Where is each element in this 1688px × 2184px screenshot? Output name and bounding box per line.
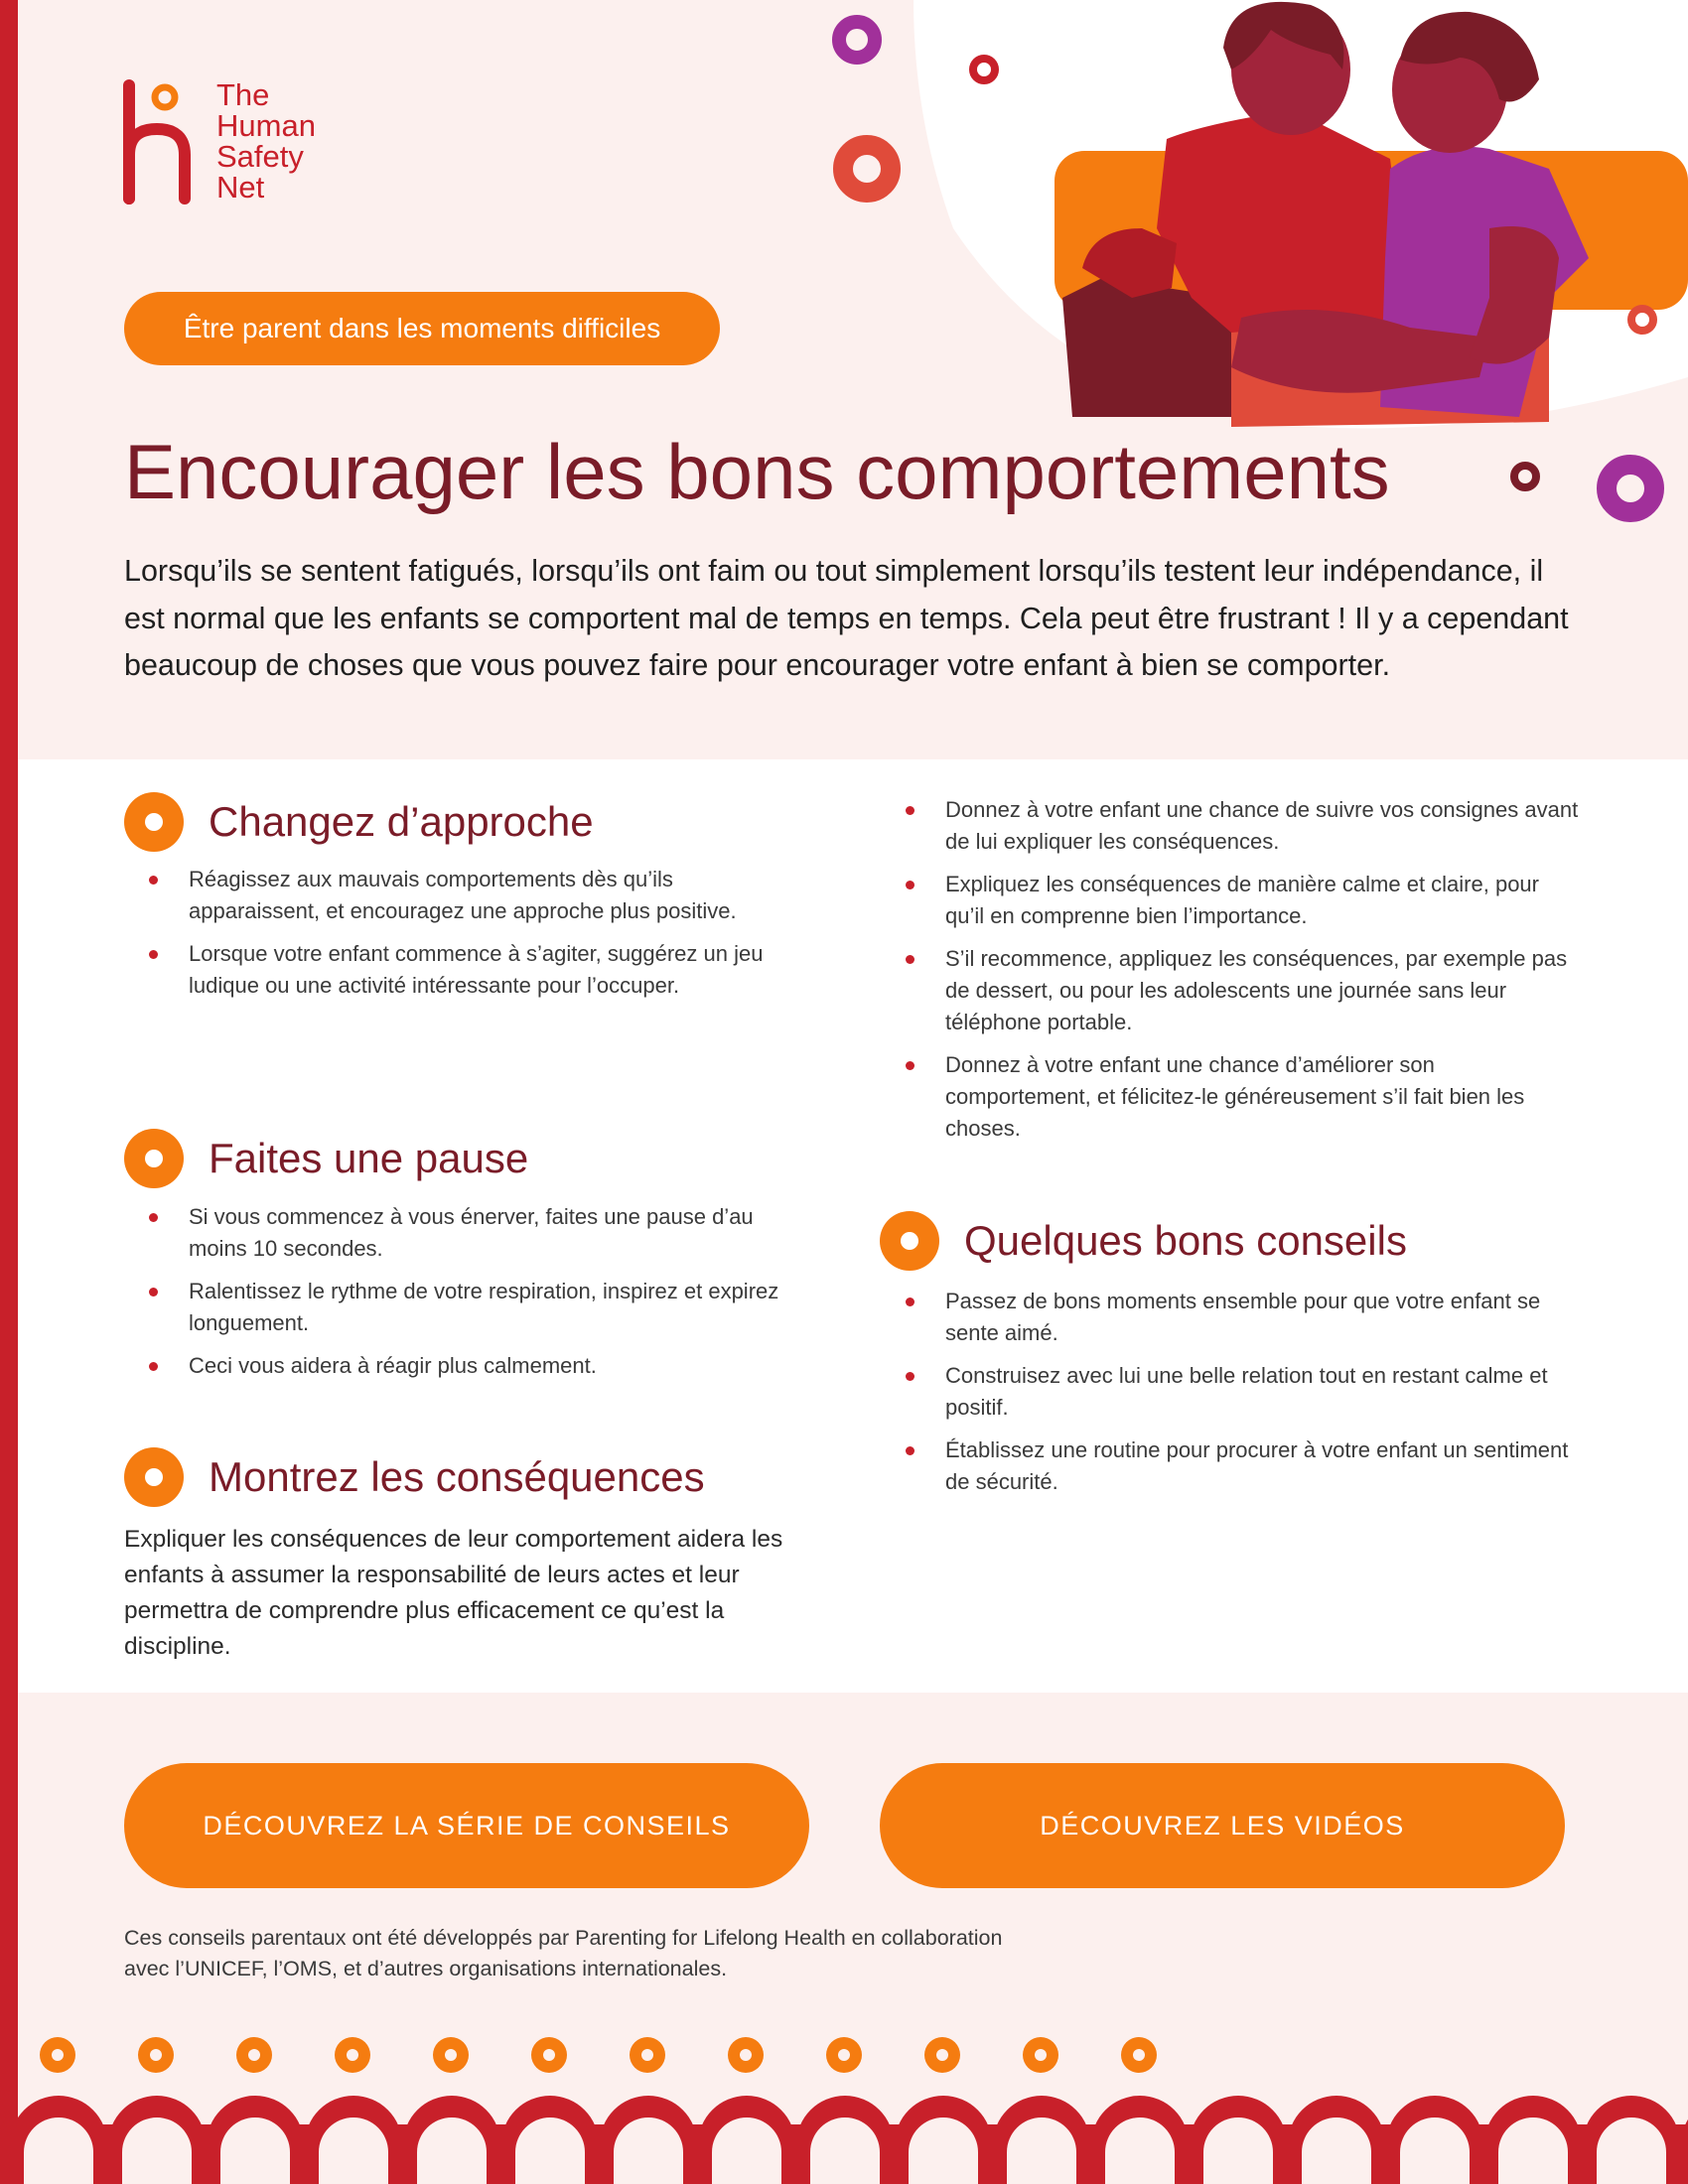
pattern-ring-hole [150, 2049, 162, 2061]
list-item [906, 1434, 1581, 1498]
list-item-text: Donnez à votre enfant une chance d’améliorer son comportement, et félicitez-le généreusement s’il fait bien les choses. [945, 1052, 1525, 1141]
pattern-arch-inner [1597, 2117, 1666, 2184]
pattern-arch-inner [712, 2117, 781, 2184]
pattern-arch-inner [220, 2117, 290, 2184]
section-consequences-header [124, 1447, 705, 1507]
bullet-dot-icon [906, 955, 914, 964]
list-item [906, 794, 1581, 858]
pattern-ring-hole [248, 2049, 260, 2061]
consequences-paragraph: Expliquer les conséquences de leur comportement aidera les enfants à assumer la responsabilité de leurs actes et leur permettra de comprendre plus efficacement ce qu’est la discipline. [124, 1526, 783, 1660]
pattern-ring-hole [740, 2049, 752, 2061]
section-title: Quelques bons conseils [964, 1217, 1407, 1264]
discover-series-button[interactable]: DÉCOUVREZ LA SÉRIE DE CONSEILS [124, 1763, 809, 1888]
bullet-dot-icon [149, 1362, 158, 1371]
pause-list [149, 1201, 804, 1393]
footnote-line: avec l’UNICEF, l’OMS, et d’autres organisations internationales. [124, 1957, 728, 1980]
list-item-text: Donnez à votre enfant une chance de suivre vos consignes avant de lui expliquer les conséquences. [945, 797, 1579, 854]
brand-name-line: Human [216, 108, 316, 143]
pattern-ring-hole [838, 2049, 850, 2061]
brand-name-line: The [216, 77, 270, 112]
pattern-ring-hole [936, 2049, 948, 2061]
brand-name-line: Net [216, 170, 265, 205]
topic-tag: Être parent dans les moments difficiles [124, 292, 720, 365]
section-title: Changez d’approche [209, 798, 594, 845]
pattern-arch-inner [1498, 2117, 1568, 2184]
pattern-ring-hole [52, 2049, 64, 2061]
list-item-text: Établissez une routine pour procurer à votre enfant un sentiment de sécurité. [945, 1437, 1569, 1494]
pattern-arch-inner [1007, 2117, 1076, 2184]
section-title: Montrez les conséquences [209, 1453, 705, 1500]
pattern-ring-hole [1035, 2049, 1047, 2061]
footnote-line: Ces conseils parentaux ont été développés par Parenting for Lifelong Health en collaboration [124, 1926, 1003, 1950]
pattern-arch-inner [1302, 2117, 1371, 2184]
bullet-dot-icon [149, 950, 158, 959]
section-approach-header [124, 792, 594, 852]
bullet-dot-icon [906, 1061, 914, 1070]
list-item-text: Ceci vous aidera à réagir plus calmement. [189, 1353, 597, 1378]
pattern-arch-inner [417, 2117, 487, 2184]
ring-bullet-icon [124, 792, 184, 852]
intro-paragraph: Lorsqu’ils se sentent fatigués, lorsqu’ils ont faim ou tout simplement lorsqu’ils testent leur indépendance, il est normal que les enfants se comportent mal de temps en temps. Cela peut être frustrant ! Il y a cependant beaucoup de choses que vous pouvez faire pour encourager votre enfant à bien se comporter. [124, 554, 1569, 682]
bullet-dot-icon [906, 881, 914, 889]
pattern-arch-inner [24, 2117, 93, 2184]
bullet-dot-icon [149, 1213, 158, 1222]
pattern-ring-hole [641, 2049, 653, 2061]
pattern-ring-hole [347, 2049, 358, 2061]
pattern-arch-inner [1105, 2117, 1175, 2184]
list-item-text: Si vous commencez à vous énerver, faites une pause d’au moins 10 secondes. [189, 1204, 754, 1261]
pattern-ring-hole [445, 2049, 457, 2061]
list-item [149, 864, 804, 927]
pattern-arch [1681, 2096, 1688, 2184]
ring-bullet-icon [124, 1447, 184, 1507]
footnote [124, 1923, 1415, 1984]
list-item [906, 1360, 1581, 1424]
section-title: Faites une pause [209, 1135, 529, 1181]
list-item-text: Passez de bons moments ensemble pour que votre enfant se sente aimé. [945, 1289, 1541, 1345]
section-tips-header [880, 1211, 1407, 1271]
list-item-text: Expliquez les conséquences de manière calme et claire, pour qu’il en comprenne bien l’importance. [945, 872, 1539, 928]
pattern-arch-inner [909, 2117, 978, 2184]
approach-list [149, 864, 804, 1013]
list-item [149, 938, 804, 1002]
section-pause-header [124, 1129, 528, 1188]
ring-bullet-icon [880, 1211, 939, 1271]
pattern-ring-hole [1133, 2049, 1145, 2061]
bullet-dot-icon [906, 1372, 914, 1381]
bullet-dot-icon [149, 876, 158, 885]
pattern-arch-inner [122, 2117, 192, 2184]
list-item [906, 1049, 1581, 1145]
pattern-ring-hole [543, 2049, 555, 2061]
page-title: Encourager les bons comportements [124, 428, 1390, 515]
bullet-dot-icon [906, 1446, 914, 1455]
pattern-arch-inner [1203, 2117, 1273, 2184]
ring-bullet-icon [124, 1129, 184, 1188]
list-item [149, 1350, 804, 1382]
discover-videos-button[interactable]: DÉCOUVREZ LES VIDÉOS [880, 1763, 1565, 1888]
bottom-decorative-pattern [0, 2025, 1688, 2184]
list-item [149, 1276, 804, 1339]
brand-name-line: Safety [216, 139, 304, 174]
list-item [906, 943, 1581, 1038]
list-item [149, 1201, 804, 1265]
bullet-dot-icon [149, 1288, 158, 1297]
bullet-dot-icon [906, 1297, 914, 1306]
list-item-text: Construisez avec lui une belle relation tout en restant calme et positif. [945, 1363, 1548, 1420]
pattern-arch-inner [1400, 2117, 1470, 2184]
list-item [906, 1286, 1581, 1349]
tips-list [906, 1286, 1581, 1509]
list-item [906, 869, 1581, 932]
list-item-text: S’il recommence, appliquez les conséquences, par exemple pas de dessert, ou pour les adolescents une journée sans leur téléphone portable. [945, 946, 1568, 1034]
pattern-arch-inner [614, 2117, 683, 2184]
list-item-text: Réagissez aux mauvais comportements dès qu’ils apparaissent, et encouragez une approche plus positive. [189, 867, 737, 923]
pattern-arch-inner [810, 2117, 880, 2184]
pattern-arch [0, 2096, 9, 2184]
list-item-text: Ralentissez le rythme de votre respiration, inspirez et expirez longuement. [189, 1279, 779, 1335]
pattern-arch-inner [319, 2117, 388, 2184]
pattern-arch-inner [515, 2117, 585, 2184]
brand-name [216, 79, 316, 203]
bullet-dot-icon [906, 806, 914, 815]
consequences-list [906, 794, 1581, 1156]
list-item-text: Lorsque votre enfant commence à s’agiter, suggérez un jeu ludique ou une activité intéressante pour l’occuper. [189, 941, 764, 998]
